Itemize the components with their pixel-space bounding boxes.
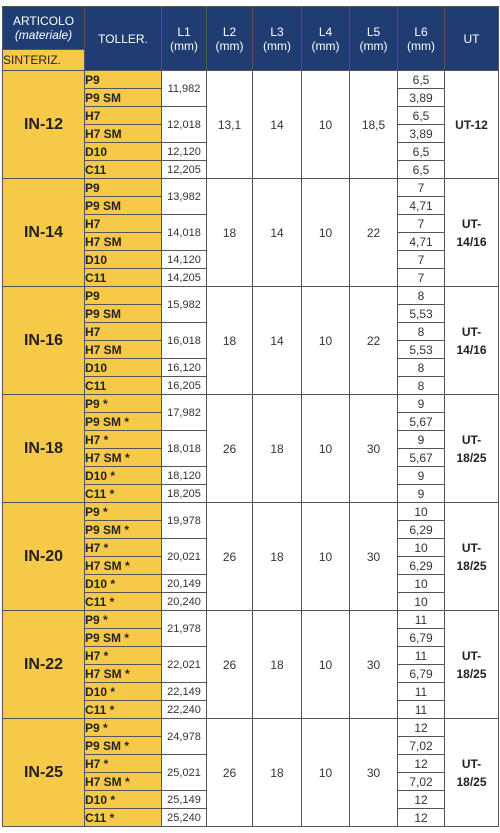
l3-cell: 14 [253, 71, 302, 179]
ut-line-1: UT- [461, 432, 482, 447]
l1-cell: 16,205 [162, 377, 207, 395]
tolerance-cell: P9 SM * [85, 629, 162, 647]
ut-line-2: 14/16 [456, 234, 487, 249]
article-code: IN-12 [3, 71, 85, 179]
tolerance-cell: H7 * [85, 755, 162, 773]
l2-cell: 26 [207, 611, 253, 719]
toller-header: TOLLER. [85, 7, 162, 71]
tolerance-cell: P9 SM [85, 89, 162, 107]
ut-cell [445, 503, 499, 611]
l5-cell: 30 [350, 611, 398, 719]
l6-cell: 12 [398, 809, 445, 827]
l2-header: L2 (mm) [207, 7, 253, 71]
table-row [3, 611, 499, 629]
l2-cell: 18 [207, 179, 253, 287]
l1-cell: 19,978 [162, 503, 207, 539]
l6-cell: 10 [398, 593, 445, 611]
tolerance-cell: H7 * [85, 431, 162, 449]
tolerance-cell: H7 SM [85, 341, 162, 359]
l2-cell: 26 [207, 719, 253, 827]
l6-cell: 4,71 [398, 197, 445, 215]
l6-cell: 5,53 [398, 341, 445, 359]
tolerance-cell: D10 [85, 143, 162, 161]
article-code: IN-16 [3, 287, 85, 395]
l3-cell: 18 [253, 503, 302, 611]
l4-cell: 10 [302, 287, 350, 395]
article-code: IN-18 [3, 395, 85, 503]
l4-cell: 10 [302, 179, 350, 287]
l1-cell: 21,978 [162, 611, 207, 647]
l1-cell: 20,149 [162, 575, 207, 593]
article-code: IN-22 [3, 611, 85, 719]
article-code: IN-14 [3, 179, 85, 287]
ut-cell [445, 395, 499, 503]
article-code: IN-25 [3, 719, 85, 827]
tolerance-cell: H7 [85, 323, 162, 341]
l6-cell: 10 [398, 503, 445, 521]
l6-cell: 7 [398, 179, 445, 197]
l6-cell: 5,53 [398, 305, 445, 323]
spec-table [2, 6, 499, 827]
l1-cell: 14,018 [162, 215, 207, 251]
ut-line-1: UT- [461, 540, 482, 555]
tolerance-cell: P9 SM [85, 305, 162, 323]
tolerance-cell: H7 SM [85, 125, 162, 143]
l1-cell: 18,018 [162, 431, 207, 467]
ut-header: UT [445, 7, 499, 71]
tolerance-cell: C11 * [85, 701, 162, 719]
tolerance-cell: P9 * [85, 503, 162, 521]
l3-cell: 14 [253, 287, 302, 395]
l2-cell: 18 [207, 287, 253, 395]
l1-cell: 20,240 [162, 593, 207, 611]
ut-line-2: 18/25 [456, 450, 487, 465]
l6-cell: 7 [398, 251, 445, 269]
ut-cell [445, 719, 499, 827]
l2-cell: 13,1 [207, 71, 253, 179]
l3-cell: 18 [253, 611, 302, 719]
header-row [3, 7, 499, 50]
tolerance-cell: H7 SM * [85, 557, 162, 575]
l1-cell: 22,149 [162, 683, 207, 701]
l1-cell: 24,978 [162, 719, 207, 755]
l1-cell: 18,120 [162, 467, 207, 485]
l1-cell: 15,982 [162, 287, 207, 323]
tolerance-cell: C11 * [85, 593, 162, 611]
tolerance-cell: D10 * [85, 575, 162, 593]
l6-cell: 12 [398, 719, 445, 737]
l6-cell: 7 [398, 269, 445, 287]
l1-cell: 11,982 [162, 71, 207, 107]
l6-cell: 6,29 [398, 557, 445, 575]
ut-line-1: UT-12 [455, 117, 488, 132]
l5-cell: 18,5 [350, 71, 398, 179]
tolerance-cell: H7 SM * [85, 449, 162, 467]
l5-cell: 22 [350, 287, 398, 395]
l4-header: L4 (mm) [302, 7, 350, 71]
l2-cell: 26 [207, 503, 253, 611]
l6-cell: 6,5 [398, 161, 445, 179]
tolerance-cell: C11 * [85, 485, 162, 503]
l4-cell: 10 [302, 611, 350, 719]
tolerance-cell: H7 * [85, 647, 162, 665]
l6-cell: 9 [398, 395, 445, 413]
l1-cell: 12,205 [162, 161, 207, 179]
l6-cell: 12 [398, 755, 445, 773]
l6-cell: 6,5 [398, 71, 445, 89]
materiale-label: (materiale) [14, 28, 73, 42]
l6-cell: 3,89 [398, 125, 445, 143]
l5-cell: 30 [350, 395, 398, 503]
tolerance-cell: P9 SM * [85, 521, 162, 539]
l5-cell: 30 [350, 719, 398, 827]
l1-cell: 16,120 [162, 359, 207, 377]
l6-cell: 8 [398, 359, 445, 377]
tolerance-cell: D10 * [85, 791, 162, 809]
table-row [3, 71, 499, 89]
l1-cell: 22,021 [162, 647, 207, 683]
l6-cell: 10 [398, 539, 445, 557]
l6-cell: 8 [398, 287, 445, 305]
tolerance-cell: P9 * [85, 719, 162, 737]
tolerance-cell: H7 SM [85, 233, 162, 251]
articolo-label: ARTICOLO [12, 14, 75, 28]
l1-cell: 25,021 [162, 755, 207, 791]
l6-cell: 9 [398, 467, 445, 485]
l1-cell: 18,205 [162, 485, 207, 503]
l6-cell: 6,5 [398, 143, 445, 161]
l3-cell: 18 [253, 719, 302, 827]
ut-line-2: 18/25 [456, 558, 487, 573]
l6-cell: 9 [398, 485, 445, 503]
l6-cell: 8 [398, 323, 445, 341]
l3-header: L3 (mm) [253, 7, 302, 71]
l4-cell: 10 [302, 395, 350, 503]
ut-line-1: UT- [461, 756, 482, 771]
l6-cell: 6,79 [398, 665, 445, 683]
l1-cell: 12,018 [162, 107, 207, 143]
l1-cell: 17,982 [162, 395, 207, 431]
l6-cell: 6,29 [398, 521, 445, 539]
ut-line-2: 18/25 [456, 666, 487, 681]
l5-cell: 22 [350, 179, 398, 287]
tolerance-cell: H7 SM * [85, 773, 162, 791]
tolerance-cell: D10 * [85, 467, 162, 485]
ut-line-1: UT- [461, 324, 482, 339]
l6-cell: 9 [398, 431, 445, 449]
l6-cell: 7,02 [398, 773, 445, 791]
article-code: IN-20 [3, 503, 85, 611]
l6-cell: 11 [398, 683, 445, 701]
l6-cell: 6,5 [398, 107, 445, 125]
tolerance-cell: H7 [85, 107, 162, 125]
l1-cell: 14,120 [162, 251, 207, 269]
l1-cell: 22,240 [162, 701, 207, 719]
l4-cell: 10 [302, 503, 350, 611]
ut-cell [445, 179, 499, 287]
tolerance-cell: P9 * [85, 611, 162, 629]
l1-cell: 12,120 [162, 143, 207, 161]
ut-cell [445, 287, 499, 395]
l1-cell: 25,149 [162, 791, 207, 809]
l6-cell: 8 [398, 377, 445, 395]
l1-cell: 25,240 [162, 809, 207, 827]
l1-cell: 14,205 [162, 269, 207, 287]
ut-line-1: UT- [461, 216, 482, 231]
l6-cell: 3,89 [398, 89, 445, 107]
l6-cell: 11 [398, 611, 445, 629]
l3-cell: 14 [253, 179, 302, 287]
tolerance-cell: H7 [85, 215, 162, 233]
table-row [3, 179, 499, 197]
tolerance-cell: D10 * [85, 683, 162, 701]
l4-cell: 10 [302, 719, 350, 827]
l5-cell: 30 [350, 503, 398, 611]
tolerance-cell: C11 [85, 377, 162, 395]
l2-cell: 26 [207, 395, 253, 503]
tolerance-cell: P9 [85, 71, 162, 89]
table-row [3, 287, 499, 305]
ut-line-2: 14/16 [456, 342, 487, 357]
l6-cell: 5,67 [398, 413, 445, 431]
l6-cell: 12 [398, 791, 445, 809]
tolerance-cell: P9 SM [85, 197, 162, 215]
l3-cell: 18 [253, 395, 302, 503]
l6-cell: 10 [398, 575, 445, 593]
tolerance-cell: C11 * [85, 809, 162, 827]
l1-cell: 13,982 [162, 179, 207, 215]
tolerance-cell: P9 SM * [85, 413, 162, 431]
l4-cell: 10 [302, 71, 350, 179]
sinteriz-header: SINTERIZ. [3, 50, 85, 71]
ut-line-2: 18/25 [456, 774, 487, 789]
articolo-header [3, 7, 85, 50]
l5-header: L5 (mm) [350, 7, 398, 71]
ut-line-1: UT- [461, 648, 482, 663]
tolerance-cell: C11 [85, 269, 162, 287]
tolerance-cell: D10 [85, 251, 162, 269]
l1-header: L1 (mm) [162, 7, 207, 71]
l6-cell: 11 [398, 701, 445, 719]
tolerance-cell: P9 [85, 287, 162, 305]
l6-header: L6 (mm) [398, 7, 445, 71]
ut-cell [445, 611, 499, 719]
l6-cell: 5,67 [398, 449, 445, 467]
table-row [3, 503, 499, 521]
l6-cell: 7 [398, 215, 445, 233]
table-row [3, 719, 499, 737]
l6-cell: 4,71 [398, 233, 445, 251]
tolerance-cell: H7 SM * [85, 665, 162, 683]
tolerance-cell: C11 [85, 161, 162, 179]
ut-cell [445, 71, 499, 179]
l1-cell: 16,018 [162, 323, 207, 359]
l6-cell: 7,02 [398, 737, 445, 755]
tolerance-cell: D10 [85, 359, 162, 377]
l1-cell: 20,021 [162, 539, 207, 575]
l6-cell: 11 [398, 647, 445, 665]
tolerance-cell: H7 * [85, 539, 162, 557]
l6-cell: 6,79 [398, 629, 445, 647]
tolerance-cell: P9 [85, 179, 162, 197]
tolerance-cell: P9 SM * [85, 737, 162, 755]
table-body [3, 71, 499, 827]
table-row [3, 395, 499, 413]
tolerance-cell: P9 * [85, 395, 162, 413]
